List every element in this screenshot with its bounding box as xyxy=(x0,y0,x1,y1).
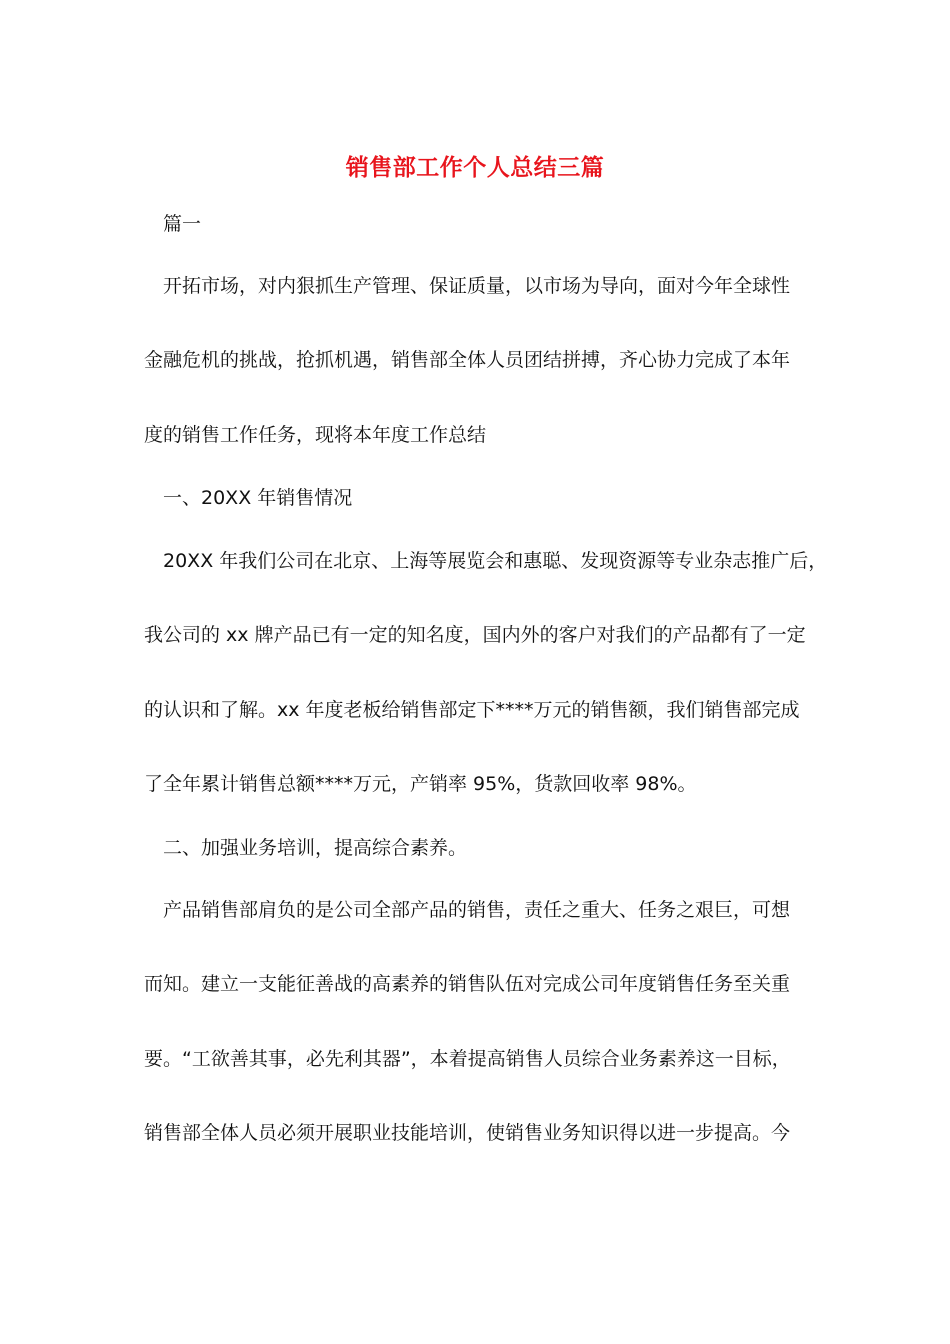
document-title: 销售部工作个人总结三篇 xyxy=(345,154,605,181)
paragraph-line: 要。“工欲善其事，必先利其器”，本着提高销售人员综合业务素养这一目标， xyxy=(144,1048,791,1070)
paragraph-line: 产品销售部肩负的是公司全部产品的销售，责任之重大、任务之艰巨，可想 xyxy=(163,899,791,921)
paragraph-line: 度的销售工作任务，现将本年度工作总结 xyxy=(144,424,487,446)
paragraph-line: 销售部全体人员必须开展职业技能培训，使销售业务知识得以进一步提高。今 xyxy=(144,1122,791,1144)
section-heading-sales: 一、20XX 年销售情况 xyxy=(163,487,353,509)
section-heading-part-one: 篇一 xyxy=(163,213,202,235)
paragraph-line: 金融危机的挑战，抢抓机遇，销售部全体人员团结拼搏，齐心协力完成了本年 xyxy=(144,349,791,371)
paragraph-line: 的认识和了解。xx 年度老板给销售部定下****万元的销售额，我们销售部完成 xyxy=(144,699,800,721)
paragraph-line: 而知。建立一支能征善战的高素养的销售队伍对完成公司年度销售任务至关重 xyxy=(144,973,791,995)
paragraph-line: 了全年累计销售总额****万元，产销率 95%，货款回收率 98%。 xyxy=(144,773,697,795)
section-heading-training: 二、加强业务培训，提高综合素养。 xyxy=(163,837,468,859)
paragraph-line: 开拓市场，对内狠抓生产管理、保证质量，以市场为导向，面对今年全球性 xyxy=(163,275,791,297)
paragraph-line: 我公司的 xx 牌产品已有一定的知名度，国内外的客户对我们的产品都有了一定 xyxy=(144,624,806,646)
paragraph-line: 20XX 年我们公司在北京、上海等展览会和惠聪、发现资源等专业杂志推广后， xyxy=(163,550,828,572)
